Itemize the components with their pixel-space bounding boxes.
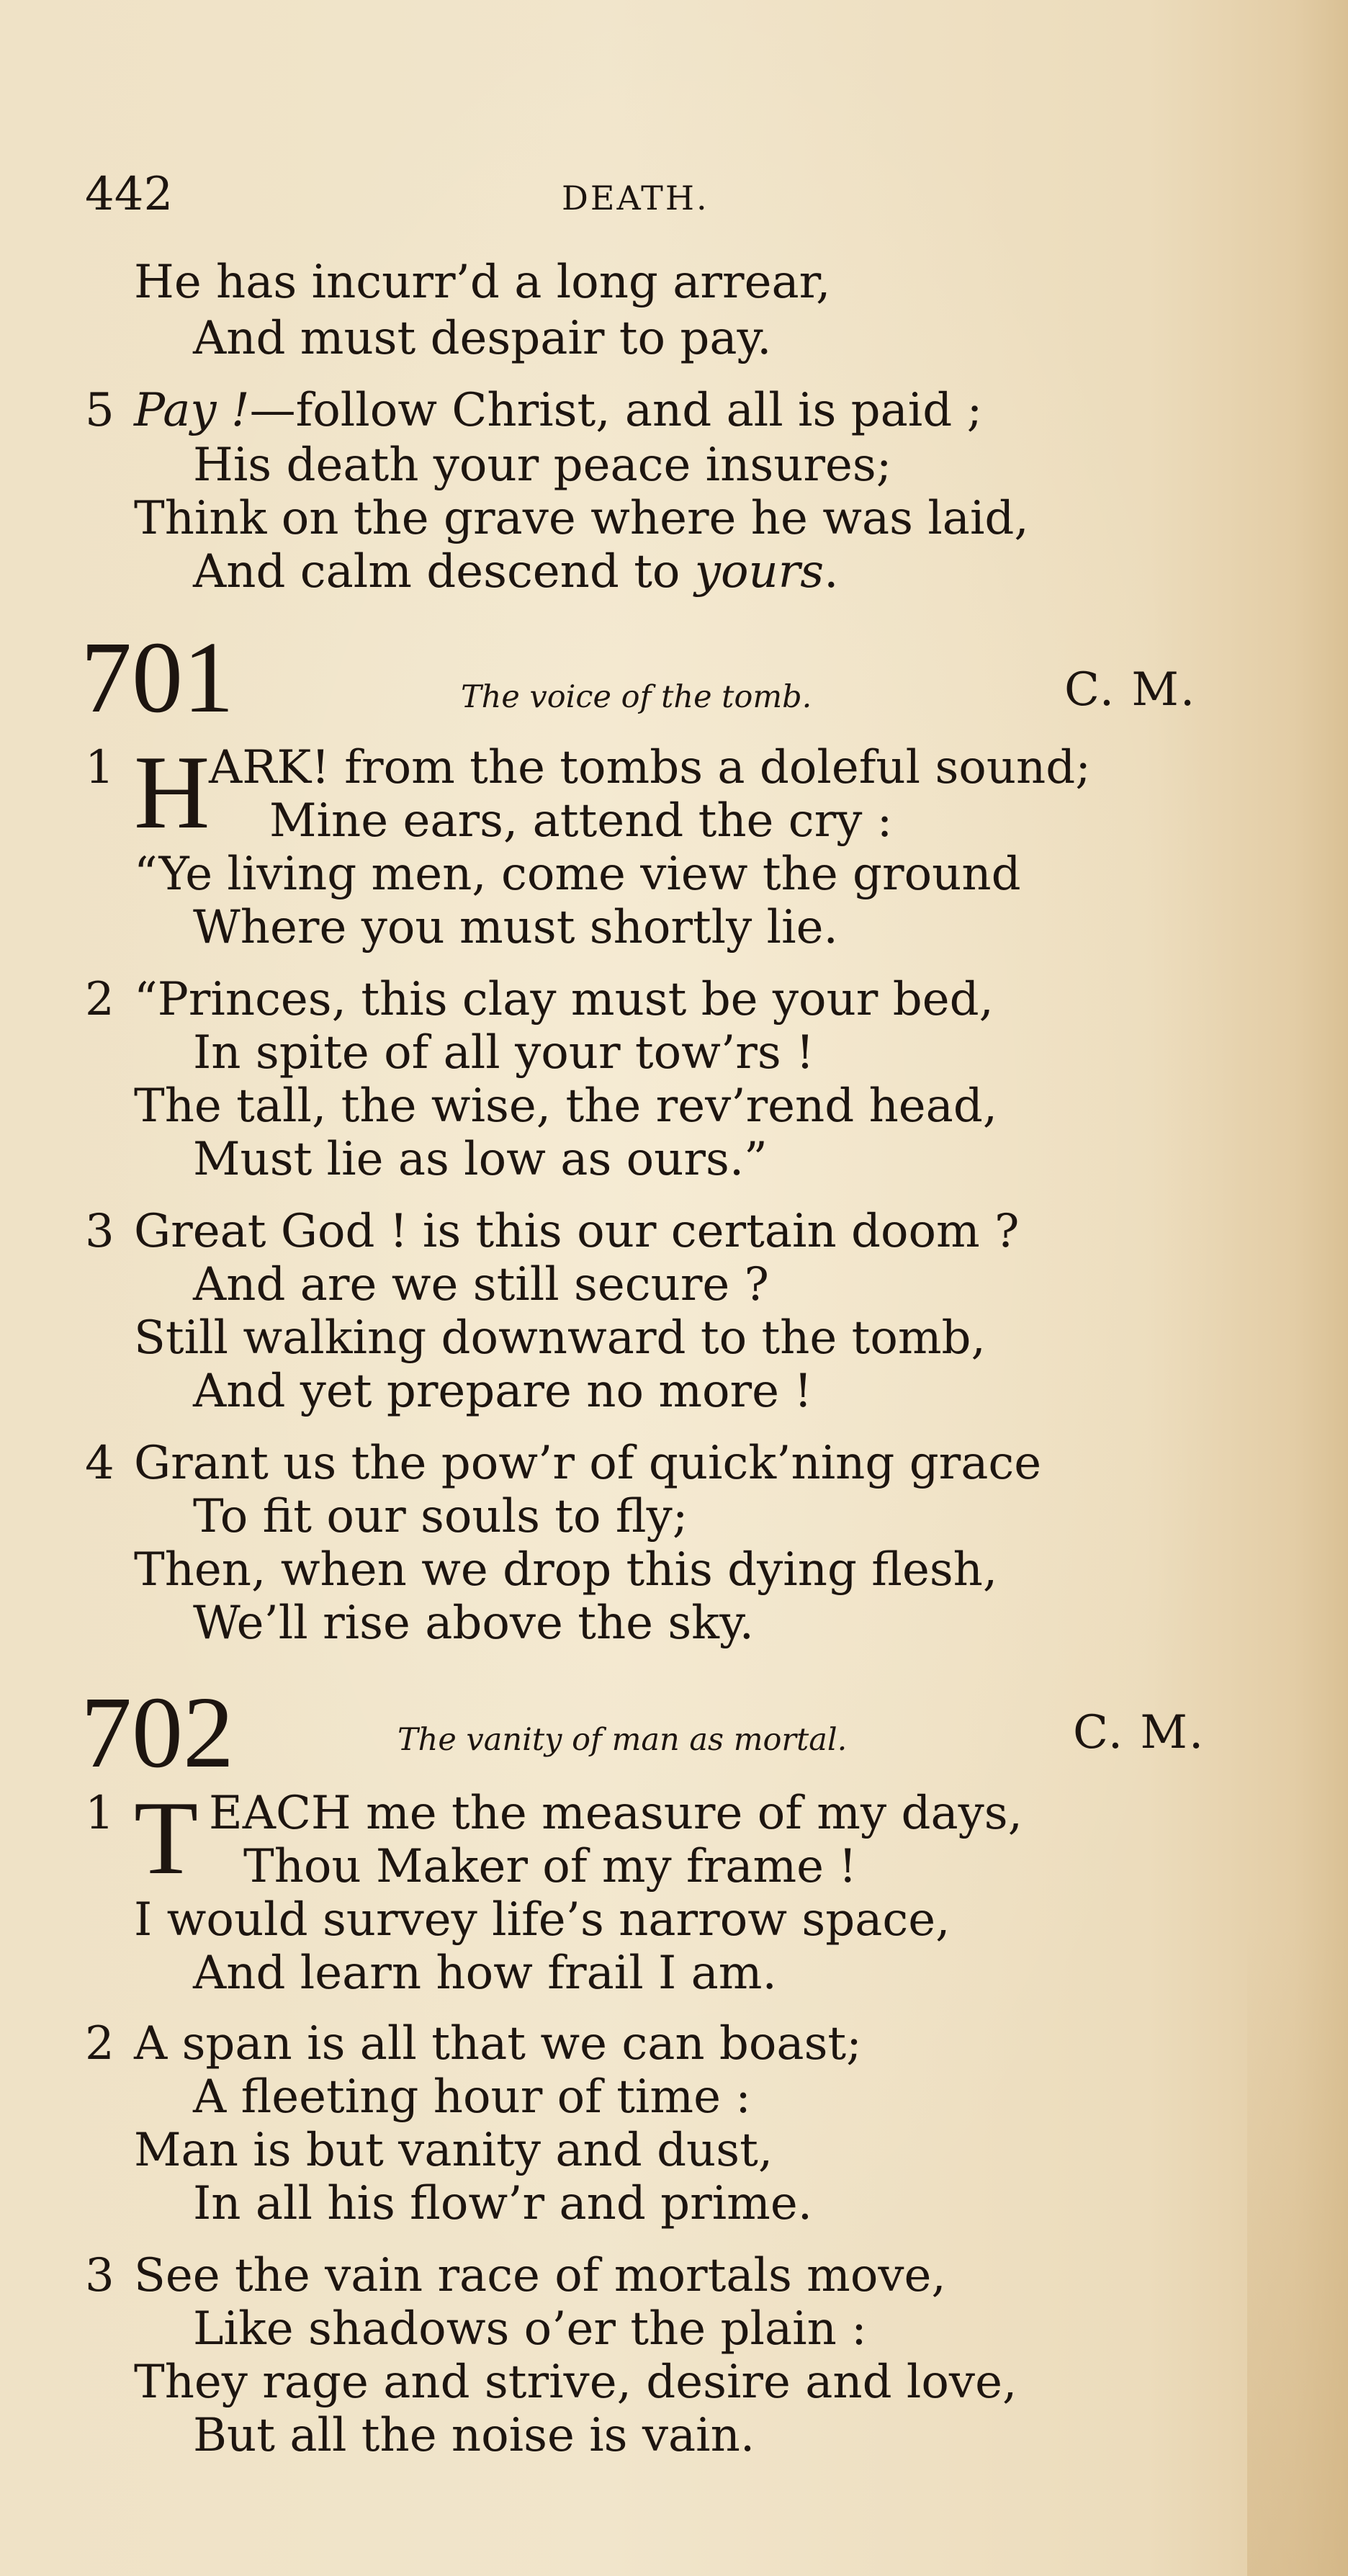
continuation-line: He has incurr’d a long arrear, xyxy=(134,256,831,309)
verse-number: 3 xyxy=(85,2249,114,2302)
verse-number: 5 xyxy=(85,384,114,437)
drop-cap: T xyxy=(134,1780,199,1896)
verse-line: And yet prepare no more ! xyxy=(193,1365,813,1418)
verse-line: EACH me the measure of my days, xyxy=(209,1787,1023,1840)
verse-line: In all his flow’r and prime. xyxy=(193,2177,813,2230)
hymn-meter: C. M. xyxy=(1073,1706,1205,1759)
verse-line: In spite of all your tow’rs ! xyxy=(193,1026,814,1080)
emphasis-text: yours xyxy=(694,545,824,598)
verse-number: 4 xyxy=(85,1437,114,1490)
verse-number: 2 xyxy=(85,2017,114,2070)
verse-line: Man is but vanity and dust, xyxy=(134,2124,773,2177)
hymn-number: 701 xyxy=(81,620,234,734)
verse-number: 1 xyxy=(85,741,114,794)
hymn-meter: C. M. xyxy=(1064,663,1197,717)
hymn-title: The voice of the tomb. xyxy=(461,679,812,715)
hymn-number: 702 xyxy=(81,1675,234,1789)
verse-line: But all the noise is vain. xyxy=(193,2409,755,2462)
verse-line: The tall, the wise, the rev’rend head, xyxy=(134,1080,998,1133)
verse-line: “Ye living men, come view the ground xyxy=(134,848,1021,901)
verse-line: Then, when we drop this dying flesh, xyxy=(134,1543,998,1597)
verse-line: Great God ! is this our certain doom ? xyxy=(134,1205,1020,1258)
verse-line: We’ll rise above the sky. xyxy=(193,1597,754,1650)
verse-line: A fleeting hour of time : xyxy=(193,2070,751,2124)
verse-number: 2 xyxy=(85,973,114,1026)
verse-text: And calm descend to xyxy=(193,545,695,598)
hymn-title: The vanity of man as mortal. xyxy=(397,1722,848,1758)
verse-line: See the vain race of mortals move, xyxy=(134,2249,946,2302)
verse-line: Mine ears, attend the cry : xyxy=(269,794,893,848)
verse-text: —follow Christ, and all is paid ; xyxy=(249,384,983,437)
emphasis-text: Pay ! xyxy=(134,384,250,437)
verse-number: 3 xyxy=(85,1205,114,1258)
continuation-line: And must despair to pay. xyxy=(193,312,772,365)
verse-line: To fit our souls to fly; xyxy=(193,1490,688,1543)
verse-line: Where you must shortly lie. xyxy=(193,901,838,954)
verse-line: And learn how frail I am. xyxy=(193,1947,777,2000)
drop-cap: H xyxy=(134,734,210,851)
section-title: DEATH. xyxy=(562,179,709,217)
verse-line: They rage and strive, desire and love, xyxy=(134,2356,1017,2409)
verse-line: Think on the grave where he was laid, xyxy=(134,492,1029,545)
verse-number: 1 xyxy=(85,1787,114,1840)
verse-line xyxy=(134,385,982,436)
verse-line: “Princes, this clay must be your bed, xyxy=(134,973,994,1026)
verse-line: His death your peace insures; xyxy=(193,439,892,492)
verse-line: Thou Maker of my frame ! xyxy=(243,1840,858,1893)
verse-line: ARK! from the tombs a doleful sound; xyxy=(209,741,1091,794)
verse-line: And are we still secure ? xyxy=(193,1258,769,1311)
verse-line xyxy=(193,546,838,598)
page-number: 442 xyxy=(85,168,174,221)
verse-text: . xyxy=(824,545,839,598)
verse-line: I would survey life’s narrow space, xyxy=(134,1893,951,1947)
running-head xyxy=(0,166,1348,223)
verse-line: Still walking downward to the tomb, xyxy=(134,1311,986,1365)
page-edge-stain xyxy=(1247,1928,1348,2576)
verse-line: Must lie as low as ours.” xyxy=(193,1133,768,1186)
verse-line: Grant us the pow’r of quick’ning grace xyxy=(134,1437,1042,1490)
verse-line: A span is all that we can boast; xyxy=(134,2017,862,2070)
verse-line: Like shadows o’er the plain : xyxy=(193,2302,867,2356)
